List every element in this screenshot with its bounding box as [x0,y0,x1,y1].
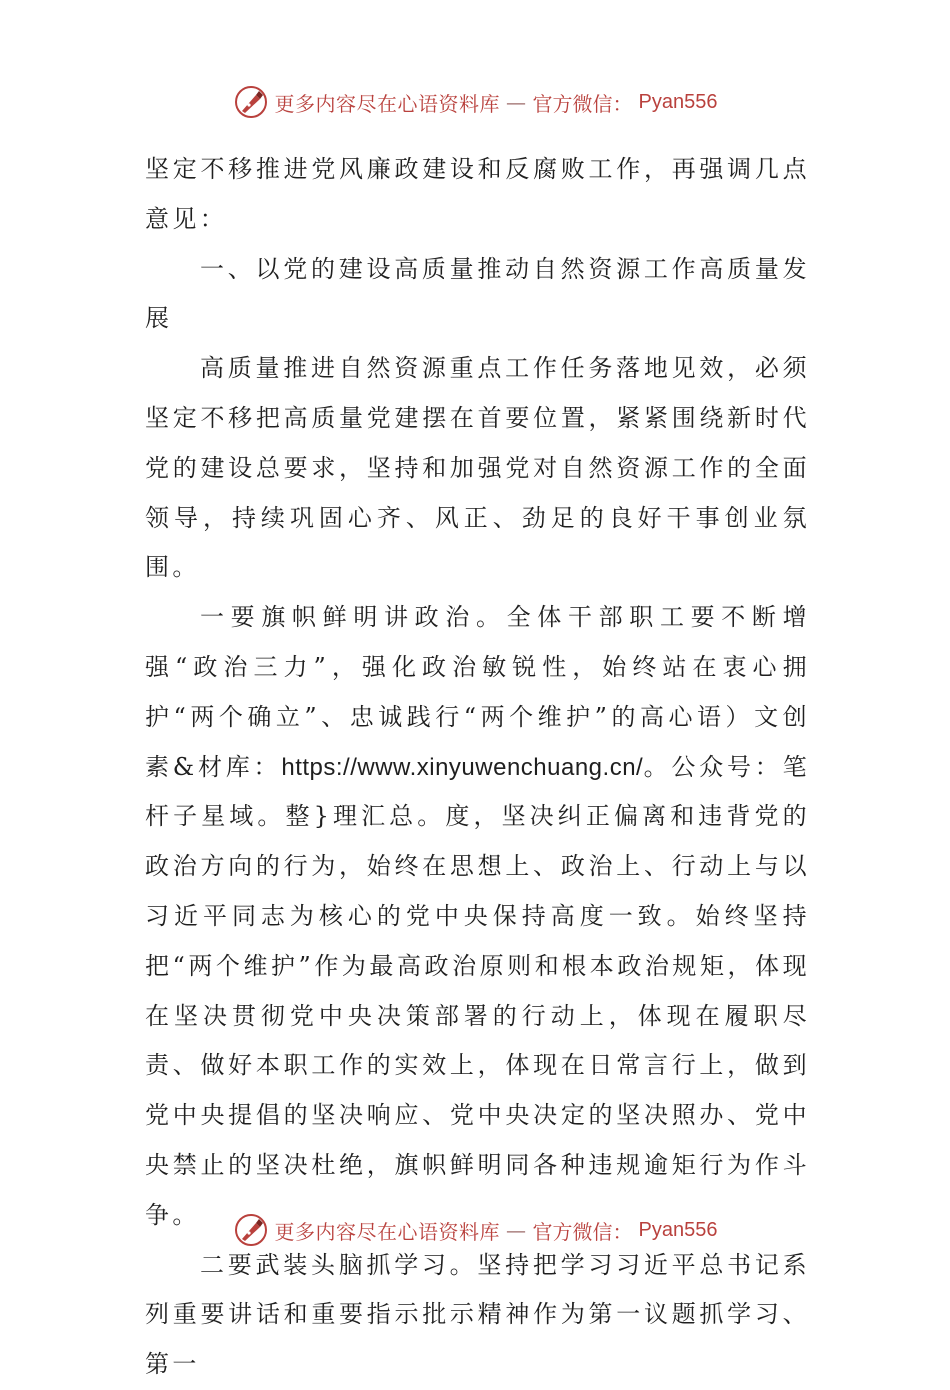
banner-contact-id: Pyan556 [638,1218,718,1241]
website-url-link[interactable]: https://www.xinyuwenchuang.cn/ [281,753,644,781]
section-heading-1: 一、以党的建设高质量推动自然资源工作高质量发展 [145,254,810,333]
banner-dash: — [506,1218,527,1242]
banner-contact-label: 官方微信： [532,1219,633,1244]
document-body [145,145,810,1390]
pen-nib-logo-icon [233,84,269,120]
body-paragraph-2: 高质量推进自然资源重点工作任务落地见效，必须坚定不移把高质量党建摆在首要位置，紧紧围绕新时代党的建设总要求，坚持和加强党对自然资源工作的全面领导，持续巩固心齐、风正、劲足的良好干事创业氛围。 [145,354,810,582]
banner-contact-id: Pyan556 [638,90,718,113]
paragraph-3-lead-text: 一要旗帜鲜明讲政治。全体干部职工要不断增强“政治三力”，强化政治敏锐性，始终站在衷心拥护“两个确立”、忠诚践行“两个维护”的高心语）文创素&材库： [145,603,810,781]
body-paragraph-3 [145,593,810,1240]
banner-site-name: 更多内容尽在心语资料库 [274,1219,501,1244]
body-paragraph-1: 坚定不移推进党风廉政建设和反腐败工作，再强调几点意见： [145,155,810,233]
header-banner [0,82,950,122]
body-paragraph-4: 二要武装头脑抓学习。坚持把学习习近平总书记系列重要讲话和重要指示批示精神作为第一议题抓学习、第一 [145,1250,810,1379]
paragraph-3-trailing-text: 。公众号：笔杆子星域。整}理汇总。度，坚决纠正偏离和违背党的政治方向的行为，始终在思想上、政治上、行动上与以习近平同志为核心的党中央保持高度一致。始终坚持把“两个维护”作为最高政治原则和根本政治规矩，体现在坚决贯彻党中央决策部署的行动上，体现在履职尽责、做好本职工作的实效上，体现在日常言行上，做到党中央提倡的坚决响应、党中央决定的坚决照办、党中央禁止的坚决杜绝，旗帜鲜明同各种违规逾矩行为作斗争。 [145,752,810,1229]
pen-nib-logo-icon [233,1212,269,1248]
banner-site-name: 更多内容尽在心语资料库 [274,91,501,116]
banner-contact-label: 官方微信： [532,91,633,116]
footer-banner [0,1210,950,1250]
banner-dash: — [506,90,527,114]
